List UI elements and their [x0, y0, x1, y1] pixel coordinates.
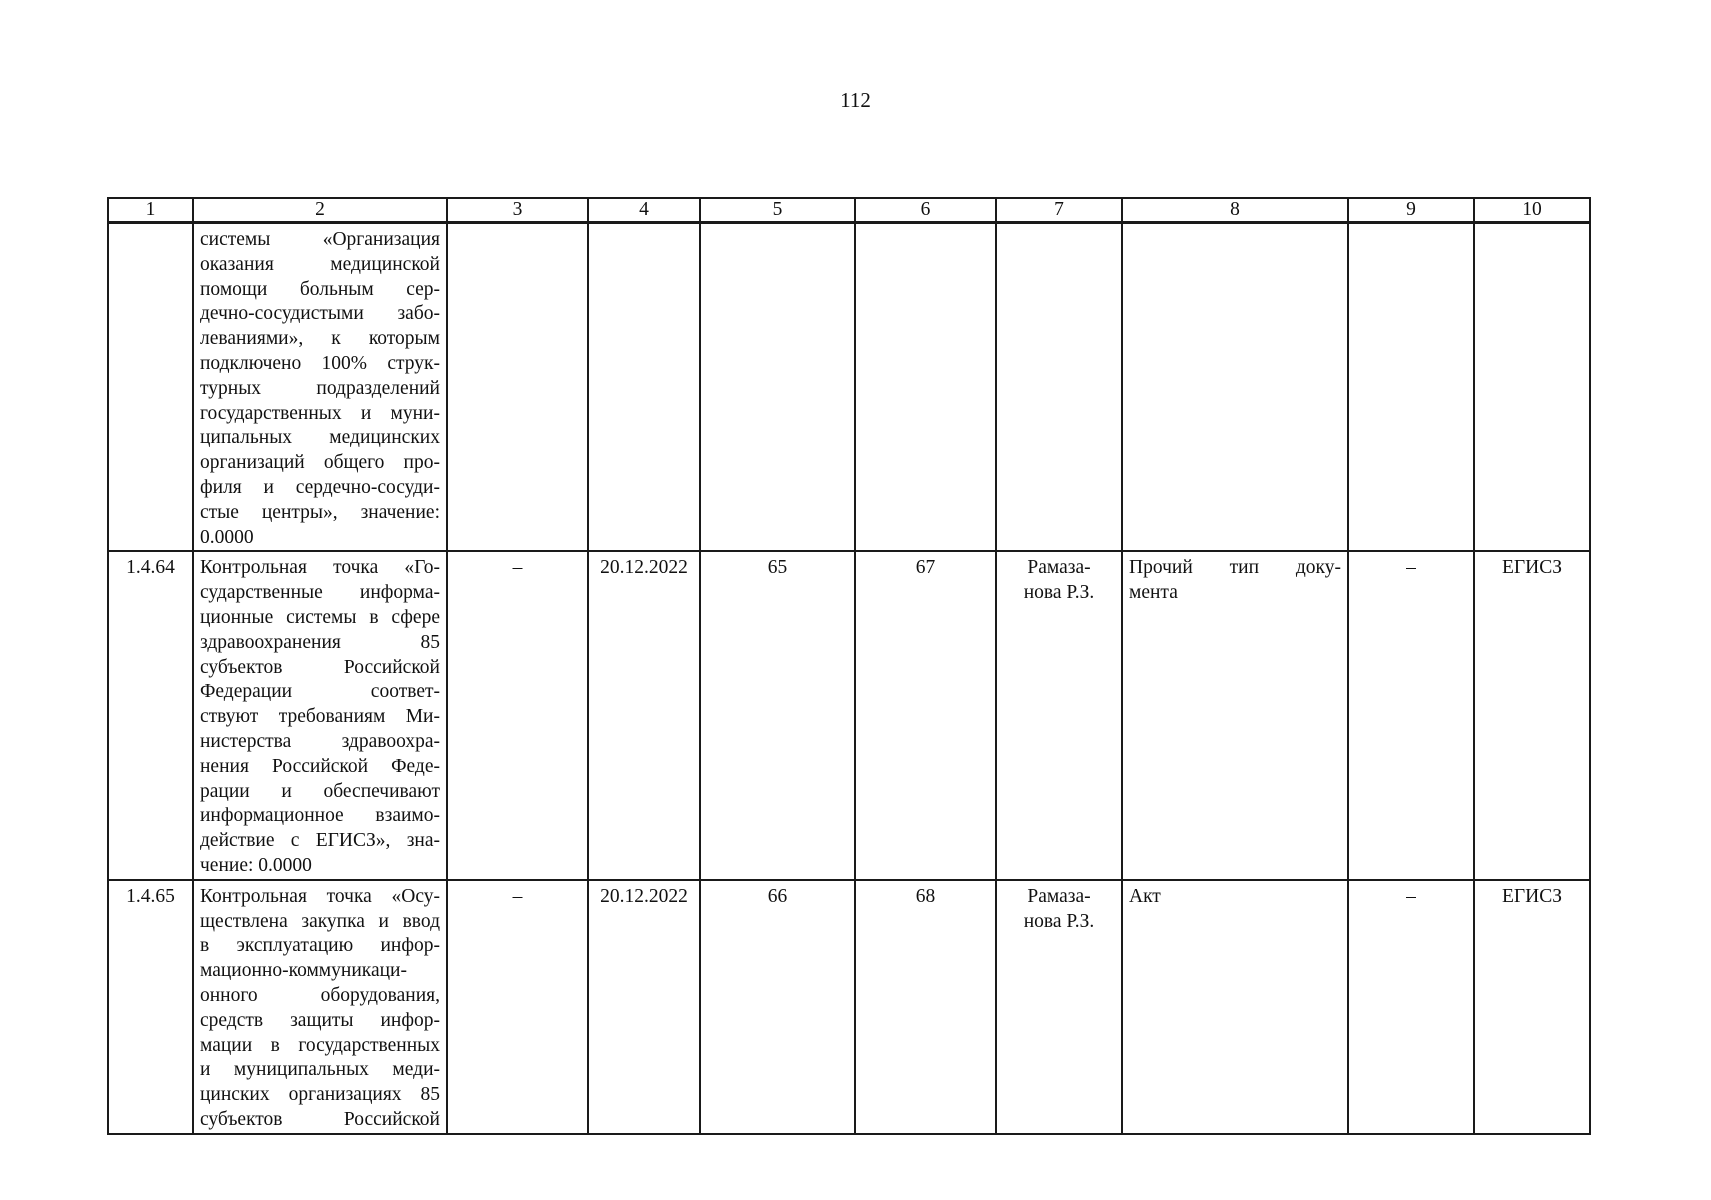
cell-date: 20.12.2022	[588, 551, 700, 879]
cell-id: 1.4.64	[108, 551, 193, 879]
cell-description: Контрольная точка «Осу- ществлена закупка и ввод в эксплуатацию инфор- мационно-коммуникаци- онного оборудования, средств защиты инфор- мации в государственных и муниципальных меди- цинских организациях 85 субъектов Российской	[193, 880, 447, 1134]
cell-col9: –	[1348, 880, 1474, 1134]
cell-description: Контрольная точка «Го- сударственные информа- ционные системы в сфере здравоохранения 85 субъектов Российской Федерации соответ- ствуют требованиям Ми- нистерства здравоохра- нения Российской Феде- рации и обеспечивают информационное взаимо- действие с ЕГИСЗ», зна- чение: 0.0000	[193, 551, 447, 879]
header-col-5: 5	[700, 198, 855, 223]
cell-responsible: Рамаза- нова Р.З.	[996, 880, 1122, 1134]
table-row	[108, 551, 1590, 879]
cell-system: ЕГИСЗ	[1474, 880, 1590, 1134]
header-col-4: 4	[588, 198, 700, 223]
cell-system: ЕГИСЗ	[1474, 551, 1590, 879]
cell-col5: 65	[700, 551, 855, 879]
header-col-1: 1	[108, 198, 193, 223]
cell-col3	[447, 223, 588, 552]
table-row	[108, 880, 1590, 1134]
cell-col7	[996, 223, 1122, 552]
cell-col5	[700, 223, 855, 552]
header-col-2: 2	[193, 198, 447, 223]
cell-col10	[1474, 223, 1590, 552]
cell-id	[108, 223, 193, 552]
header-col-8: 8	[1122, 198, 1348, 223]
cell-col6: 68	[855, 880, 996, 1134]
cell-document-type: Прочий тип доку- мента	[1122, 551, 1348, 879]
page-number: 112	[840, 88, 871, 112]
cell-date: 20.12.2022	[588, 880, 700, 1134]
cell-col3: –	[447, 551, 588, 879]
header-col-10: 10	[1474, 198, 1590, 223]
header-col-3: 3	[447, 198, 588, 223]
cell-col4	[588, 223, 700, 552]
cell-col6: 67	[855, 551, 996, 879]
header-col-9: 9	[1348, 198, 1474, 223]
schedule-table	[107, 197, 1591, 1135]
cell-col6	[855, 223, 996, 552]
cell-document-type: Акт	[1122, 880, 1348, 1134]
table-row-continuation	[108, 223, 1590, 552]
cell-col8	[1122, 223, 1348, 552]
cell-id: 1.4.65	[108, 880, 193, 1134]
cell-description: системы «Организация оказания медицинской помощи больным сер- дечно-сосудистыми забо- леваниями», к которым подключено 100% струк- турных подразделений государственных и муни- ципальных медицинских организаций общего про- филя и сердечно-сосуди- стые центры», значение: 0.0000	[193, 223, 447, 552]
header-col-7: 7	[996, 198, 1122, 223]
header-col-6: 6	[855, 198, 996, 223]
cell-col9: –	[1348, 551, 1474, 879]
cell-col5: 66	[700, 880, 855, 1134]
cell-responsible: Рамаза- нова Р.З.	[996, 551, 1122, 879]
cell-col3: –	[447, 880, 588, 1134]
cell-col9	[1348, 223, 1474, 552]
header-row	[108, 198, 1590, 223]
